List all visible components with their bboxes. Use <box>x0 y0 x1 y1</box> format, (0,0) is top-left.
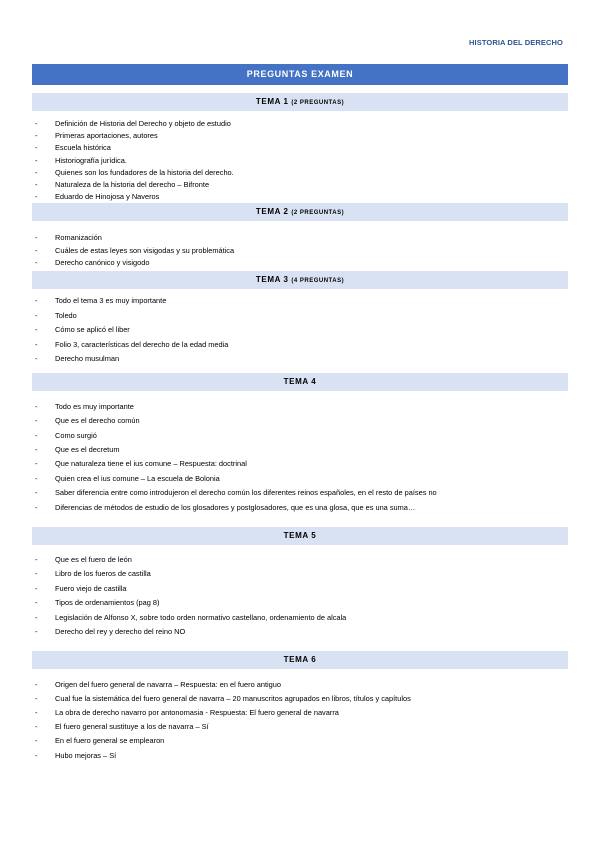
question-item: - Folio 3, características del derecho de la edad media <box>32 338 568 353</box>
question-item: - El fuero general sustituye a los de navarra – Sí <box>32 720 568 734</box>
question-item: - Quien crea el ius comune – La escuela de Bolonia <box>32 472 568 486</box>
question-item: - Legislación de Alfonso X, sobre todo orden normativo castellano, ordenamiento de alcala <box>32 611 568 625</box>
exam-questions-document <box>32 64 568 763</box>
section-header <box>32 527 568 545</box>
question-item: - Historiografía jurídica. <box>32 155 568 167</box>
section-title: TEMA 5 <box>283 531 317 541</box>
question-item: - Fuero viejo de castilla <box>32 582 568 596</box>
section-tema-6 <box>32 651 568 763</box>
question-item: - La obra de derecho navarro por antonomasia - Respuesta: El fuero general de navarra <box>32 706 568 720</box>
document-title: PREGUNTAS EXAMEN <box>32 64 568 85</box>
question-item: - Derecho del rey y derecho del reino NO <box>32 625 568 639</box>
question-item: - En el fuero general se emplearon <box>32 734 568 748</box>
question-item: - Tipos de ordenamientos (pag 8) <box>32 596 568 610</box>
section-title: TEMA 2 <box>255 207 289 217</box>
section-header <box>32 651 568 669</box>
section-title: TEMA 6 <box>283 654 317 664</box>
question-item: - Cuáles de estas leyes son visigodas y su problemática <box>32 245 568 257</box>
question-item: - Definición de Historia del Derecho y objeto de estudio <box>32 118 568 130</box>
section-title: TEMA 3 <box>255 275 289 285</box>
question-item: - Todo el tema 3 es muy importante <box>32 294 568 309</box>
section-tema-4 <box>32 373 568 527</box>
question-list <box>32 545 568 650</box>
section-header <box>32 93 568 111</box>
question-item: - Eduardo de Hinojosa y Naveros <box>32 191 568 203</box>
course-header: HISTORIA DEL DERECHO <box>469 38 563 47</box>
question-item: - Primeras aportaciones, autores <box>32 130 568 142</box>
section-tema-1 <box>32 93 568 203</box>
section-title: TEMA 1 <box>255 97 289 106</box>
question-item: - Toledo <box>32 309 568 324</box>
question-item: - Diferencias de métodos de estudio de los glosadores y postglosadores, que es una glosa, que es una suma… <box>32 501 568 515</box>
question-item: - Escuela histórica <box>32 142 568 154</box>
question-list <box>32 391 568 527</box>
question-item: - Derecho canónico y visigodo <box>32 257 568 269</box>
section-question-count: (4 PREGUNTAS) <box>291 278 345 285</box>
question-item: - Naturaleza de la historia del derecho – Bifronte <box>32 179 568 191</box>
question-list <box>32 111 568 203</box>
question-item: - Que es el fuero de león <box>32 553 568 567</box>
section-tema-5 <box>32 527 568 650</box>
question-item: - Que es el decretum <box>32 443 568 457</box>
question-list <box>32 669 568 763</box>
question-item: - Que es el derecho común <box>32 414 568 428</box>
question-item: - Origen del fuero general de navarra – Respuesta: en el fuero antiguo <box>32 678 568 692</box>
question-item: - Hubo mejoras – Sí <box>32 749 568 763</box>
question-list <box>32 221 568 271</box>
section-question-count: (2 PREGUNTAS) <box>291 210 345 217</box>
section-tema-3 <box>32 271 568 373</box>
question-item: - Cual fue la sistemática del fuero general de navarra – 20 manuscritos agrupados en libros, títulos y capítulos <box>32 692 568 706</box>
question-item: - Derecho musulman <box>32 352 568 367</box>
question-item: - Que naturaleza tiene el ius comune – Respuesta: doctrinal <box>32 457 568 471</box>
section-header <box>32 203 568 221</box>
question-item: - Como surgió <box>32 429 568 443</box>
question-list <box>32 289 568 373</box>
question-item: - Quienes son los fundadores de la historia del derecho. <box>32 167 568 179</box>
section-question-count: (2 PREGUNTAS) <box>291 100 345 106</box>
question-item: - Libro de los fueros de castilla <box>32 567 568 581</box>
question-item: - Cómo se aplicó el liber <box>32 323 568 338</box>
question-item: - Todo es muy importante <box>32 400 568 414</box>
section-tema-2 <box>32 203 568 271</box>
question-item: - Romanización <box>32 232 568 244</box>
section-title: TEMA 4 <box>283 376 317 386</box>
section-header <box>32 373 568 391</box>
question-item: - Saber diferencia entre como introdujeron el derecho común los diferentes reinos españoles, en el resto de países no <box>32 486 568 500</box>
section-header <box>32 271 568 289</box>
